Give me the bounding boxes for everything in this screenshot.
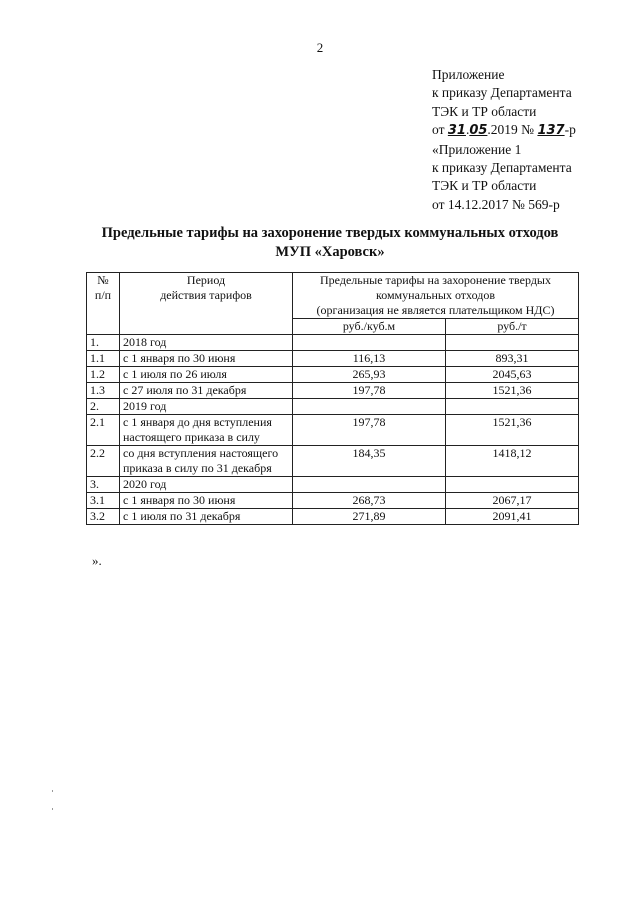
unit-rub-per-m3: руб./куб.м bbox=[293, 319, 446, 335]
header-period-line: Период bbox=[186, 273, 226, 287]
table-header-row bbox=[87, 273, 579, 319]
row-rub-per-m3-cell: 197,78 bbox=[293, 415, 446, 446]
table-body bbox=[87, 335, 579, 525]
row-number-cell: 2.2 bbox=[87, 446, 120, 477]
row-rub-per-ton-cell: 893,31 bbox=[446, 351, 579, 367]
row-number-cell: 3.2 bbox=[87, 509, 120, 525]
approval-line: ТЭК и ТР области bbox=[432, 103, 537, 119]
row-rub-per-m3-cell bbox=[293, 477, 446, 493]
scan-speck bbox=[52, 790, 53, 792]
row-period-cell: с 27 июля по 31 декабря bbox=[120, 383, 293, 399]
closing-quote: ». bbox=[92, 553, 102, 568]
table-row bbox=[87, 415, 579, 446]
row-period-cell: с 1 января по 30 июня bbox=[120, 351, 293, 367]
row-period-cell: с 1 июля по 26 июля bbox=[120, 367, 293, 383]
row-number-cell: 1.2 bbox=[87, 367, 120, 383]
row-rub-per-m3-cell: 197,78 bbox=[293, 383, 446, 399]
row-number-cell: 1.3 bbox=[87, 383, 120, 399]
date-separator: . bbox=[465, 122, 470, 138]
row-number-cell: 3.1 bbox=[87, 493, 120, 509]
row-rub-per-m3-cell bbox=[293, 335, 446, 351]
row-period-cell: с 1 января до дня вступления настоящего приказа в силу bbox=[120, 415, 293, 446]
row-rub-per-ton-cell bbox=[446, 335, 579, 351]
row-period-cell: с 1 января по 30 июня bbox=[120, 493, 293, 509]
table-row bbox=[87, 383, 579, 399]
title-line-2: МУП «Харовск» bbox=[275, 244, 385, 260]
table-row bbox=[87, 399, 579, 415]
header-group-line: Предельные тарифы на захоронение твердых bbox=[320, 273, 551, 287]
header-number-line: № bbox=[97, 273, 109, 287]
row-rub-per-m3-cell: 184,35 bbox=[293, 446, 446, 477]
header-group-line: (организация не является плательщиком НДС) bbox=[316, 303, 555, 317]
unit-rub-per-ton: руб./т bbox=[446, 319, 579, 335]
row-number-cell: 3. bbox=[87, 477, 120, 493]
handwritten-order-number: 137 bbox=[537, 123, 565, 139]
scan-speck bbox=[52, 808, 53, 810]
prior-approval-line: «Приложение 1 bbox=[432, 141, 522, 157]
row-number-cell: 2.1 bbox=[87, 415, 120, 446]
table-row bbox=[87, 477, 579, 493]
table-row bbox=[87, 509, 579, 525]
header-tariffs-group bbox=[293, 273, 579, 319]
row-number-cell: 1. bbox=[87, 335, 120, 351]
header-number bbox=[87, 273, 120, 335]
header-group-line: коммунальных отходов bbox=[375, 288, 496, 302]
date-prefix: от bbox=[432, 122, 448, 138]
table-row bbox=[87, 351, 579, 367]
row-period-cell: с 1 июля по 31 декабря bbox=[120, 509, 293, 525]
order-suffix: -р bbox=[564, 122, 576, 138]
approval-block bbox=[432, 66, 576, 214]
handwritten-month: 05 bbox=[469, 123, 488, 139]
header-period bbox=[120, 273, 293, 335]
row-rub-per-ton-cell: 1521,36 bbox=[446, 415, 579, 446]
header-number-line: п/п bbox=[94, 288, 112, 302]
table-row bbox=[87, 446, 579, 477]
approval-line: к приказу Департамента bbox=[432, 85, 572, 101]
row-number-cell: 2. bbox=[87, 399, 120, 415]
table-row bbox=[87, 493, 579, 509]
handwritten-day: 31 bbox=[447, 123, 466, 139]
tariffs-table bbox=[86, 272, 579, 525]
row-period-cell: 2019 год bbox=[120, 399, 293, 415]
row-period-cell: со дня вступления настоящего приказа в силу по 31 декабря bbox=[120, 446, 293, 477]
row-rub-per-m3-cell: 271,89 bbox=[293, 509, 446, 525]
row-rub-per-ton-cell bbox=[446, 399, 579, 415]
row-rub-per-ton-cell: 2067,17 bbox=[446, 493, 579, 509]
row-period-cell: 2018 год bbox=[120, 335, 293, 351]
row-rub-per-m3-cell: 116,13 bbox=[293, 351, 446, 367]
row-number-cell: 1.1 bbox=[87, 351, 120, 367]
row-rub-per-ton-cell: 2091,41 bbox=[446, 509, 579, 525]
approval-date-line bbox=[432, 121, 576, 140]
date-year: .2019 № bbox=[487, 122, 538, 138]
prior-approval-line: к приказу Департамента bbox=[432, 160, 572, 176]
row-period-cell: 2020 год bbox=[120, 477, 293, 493]
row-rub-per-ton-cell: 1521,36 bbox=[446, 383, 579, 399]
row-rub-per-ton-cell: 1418,12 bbox=[446, 446, 579, 477]
title-line-1: Предельные тарифы на захоронение твердых коммунальных отходов bbox=[101, 225, 559, 241]
row-rub-per-ton-cell: 2045,63 bbox=[446, 367, 579, 383]
table-row bbox=[87, 335, 579, 351]
row-rub-per-ton-cell bbox=[446, 477, 579, 493]
row-rub-per-m3-cell: 268,73 bbox=[293, 493, 446, 509]
page-number: 2 bbox=[316, 40, 324, 55]
prior-approval-line: от 14.12.2017 № 569-р bbox=[432, 196, 560, 212]
table-row bbox=[87, 367, 579, 383]
prior-approval-line: ТЭК и ТР области bbox=[432, 178, 537, 194]
header-period-line: действия тарифов bbox=[160, 288, 252, 302]
document-title bbox=[90, 224, 570, 262]
row-rub-per-m3-cell bbox=[293, 399, 446, 415]
approval-line: Приложение bbox=[432, 67, 505, 82]
row-rub-per-m3-cell: 265,93 bbox=[293, 367, 446, 383]
